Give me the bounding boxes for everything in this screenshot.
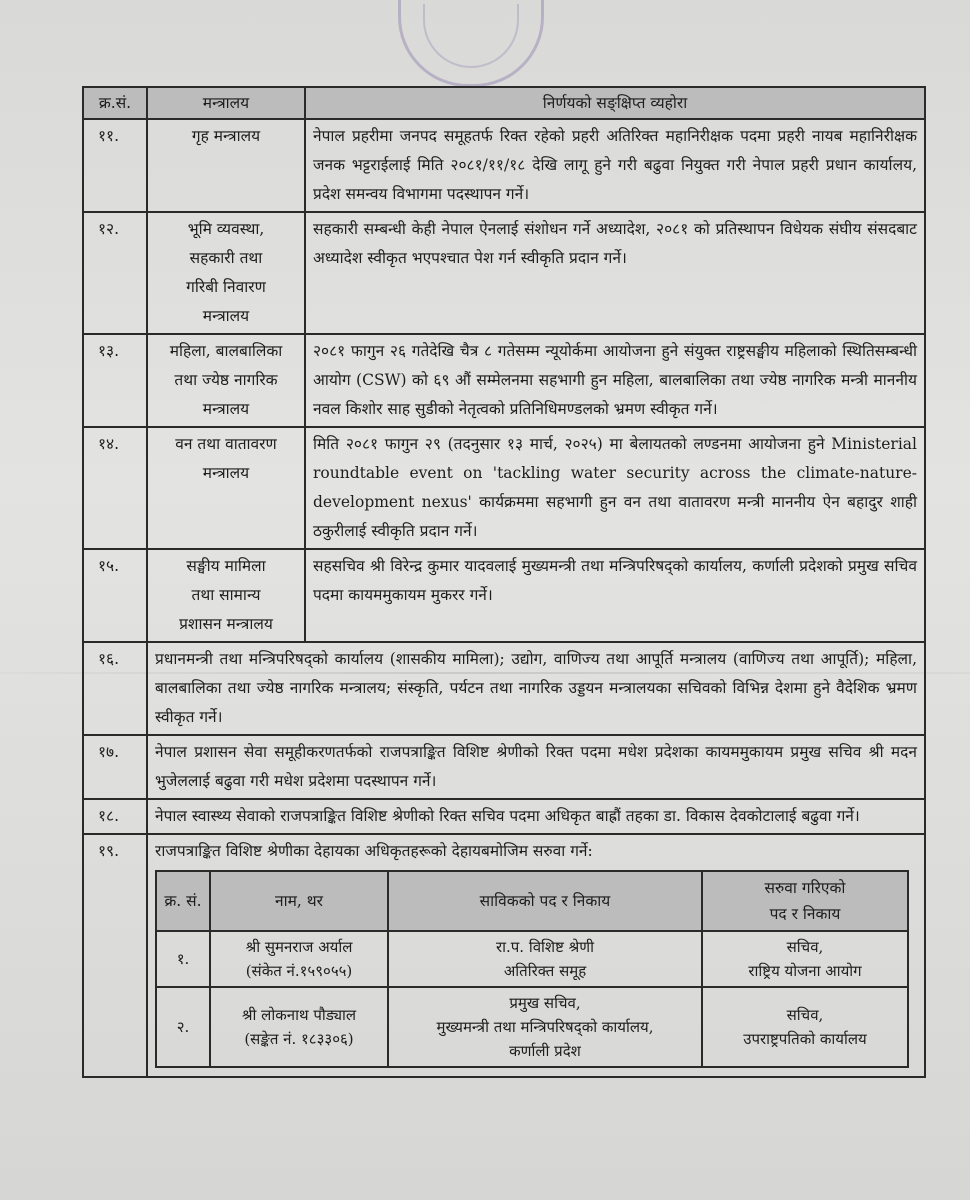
- header-decision: निर्णयको सङ्क्षिप्त व्यहोरा: [305, 87, 925, 119]
- table-row: [83, 334, 925, 427]
- transfer-row: [156, 987, 908, 1067]
- transfer-row: [156, 931, 908, 987]
- row-decision: नेपाल प्रशासन सेवा समूहीकरणतर्फको राजपत्राङ्कित विशिष्ट श्रेणीको रिक्त पदमा मधेश प्रदेशका कायममुकायम प्रमुख सचिव श्री मदन भुजेललाई बढुवा गरी मधेश प्रदेशमा पदस्थापन गर्ने।: [147, 735, 925, 799]
- row-decision: सहसचिव श्री विरेन्द्र कुमार यादवलाई मुख्यमन्त्री तथा मन्त्रिपरिषद्को कार्यालय, कर्णाली प्रदेशको प्रमुख सचिव पदमा कायममुकायम मुकरर गर्ने।: [305, 549, 925, 642]
- table-row: [83, 735, 925, 799]
- transfer-new: सचिव, उपराष्ट्रपतिको कार्यालय: [702, 987, 908, 1067]
- row-serial: १७.: [83, 735, 147, 799]
- office-stamp-seal: [398, 0, 544, 87]
- row-ministry: सङ्घीय मामिला तथा सामान्य प्रशासन मन्त्रालय: [147, 549, 305, 642]
- table-row: [83, 549, 925, 642]
- table-row: [83, 427, 925, 549]
- transfer-serial: २.: [156, 987, 210, 1067]
- row-serial: १२.: [83, 212, 147, 334]
- row-decision: मिति २०८१ फागुन २९ (तदनुसार १३ मार्च, २०२५) मा बेलायतको लण्डनमा आयोजना हुने Ministerial roundtable event on 'tackling water security across the climate-nature-development nexus' कार्यक्रममा सहभागी हुन वन तथा वातावरण मन्त्री माननीय ऐन बहादुर शाही ठकुरीलाई स्वीकृति प्रदान गर्ने।: [305, 427, 925, 549]
- transfer-name: श्री लोकनाथ पौड्याल (सङ्केत नं. १८३३०६): [210, 987, 388, 1067]
- decision-table-header: [83, 87, 925, 119]
- row-serial: १८.: [83, 799, 147, 834]
- decision-table: [82, 86, 926, 1078]
- transfer-previous: प्रमुख सचिव, मुख्यमन्त्री तथा मन्त्रिपरिषद्को कार्यालय, कर्णाली प्रदेश: [388, 987, 702, 1067]
- table-row: [83, 642, 925, 735]
- row-decision: [147, 834, 925, 1077]
- header-serial: क्र.सं.: [83, 87, 147, 119]
- transfer-new: सचिव, राष्ट्रिय योजना आयोग: [702, 931, 908, 987]
- header-ministry: मन्त्रालय: [147, 87, 305, 119]
- transfer-header-serial: क्र. सं.: [156, 871, 210, 931]
- row-serial: ११.: [83, 119, 147, 212]
- transfer-previous: रा.प. विशिष्ट श्रेणी अतिरिक्त समूह: [388, 931, 702, 987]
- transfer-header-new: सरुवा गरिएको पद र निकाय: [702, 871, 908, 931]
- row-serial: १३.: [83, 334, 147, 427]
- row-serial: १५.: [83, 549, 147, 642]
- row-serial: १४.: [83, 427, 147, 549]
- row-decision: २०८१ फागुन २६ गतेदेखि चैत्र ८ गतेसम्म न्यूयोर्कमा आयोजना हुने संयुक्त राष्ट्रसङ्घीय महिलाको स्थितिसम्बन्धी आयोग (CSW) को ६९ औं सम्मेलनमा सहभागी हुन महिला, बालबालिका तथा ज्येष्ठ नागरिक मन्त्री माननीय नवल किशोर साह सुडीको नेतृत्वको प्रतिनिधिमण्डलको भ्रमण स्वीकृत गर्ने।: [305, 334, 925, 427]
- table-row: [83, 119, 925, 212]
- transfer-table: [155, 870, 909, 1068]
- transfer-intro: राजपत्राङ्कित विशिष्ट श्रेणीका देहायका अधिकृतहरूको देहायबमोजिम सरुवा गर्ने:: [155, 842, 593, 860]
- transfer-serial: १.: [156, 931, 210, 987]
- row-ministry: वन तथा वातावरण मन्त्रालय: [147, 427, 305, 549]
- table-row: [83, 799, 925, 834]
- transfer-table-header: [156, 871, 908, 931]
- row-decision: प्रधानमन्त्री तथा मन्त्रिपरिषद्को कार्यालय (शासकीय मामिला); उद्योग, वाणिज्य तथा आपूर्ति मन्त्रालय (वाणिज्य तथा आपूर्ति); महिला, बालबालिका तथा ज्येष्ठ नागरिक मन्त्रालय; संस्कृति, पर्यटन तथा नागरिक उड्डयन मन्त्रालयका सचिवको विभिन्न देशमा हुने वैदेशिक भ्रमण स्वीकृत गर्ने।: [147, 642, 925, 735]
- row-ministry: गृह मन्त्रालय: [147, 119, 305, 212]
- row-serial: १९.: [83, 834, 147, 1077]
- table-row: [83, 212, 925, 334]
- transfer-name: श्री सुमनराज अर्याल (संकेत नं.१५९०५५): [210, 931, 388, 987]
- table-row: [83, 834, 925, 1077]
- row-ministry: भूमि व्यवस्था, सहकारी तथा गरिबी निवारण मन्त्रालय: [147, 212, 305, 334]
- row-serial: १६.: [83, 642, 147, 735]
- row-decision: नेपाल स्वास्थ्य सेवाको राजपत्राङ्कित विशिष्ट श्रेणीको रिक्त सचिव पदमा अधिकृत बाह्रौं तहका डा. विकास देवकोटालाई बढुवा गर्ने।: [147, 799, 925, 834]
- transfer-header-name: नाम, थर: [210, 871, 388, 931]
- row-ministry: महिला, बालबालिका तथा ज्येष्ठ नागरिक मन्त्रालय: [147, 334, 305, 427]
- row-decision: सहकारी सम्बन्धी केही नेपाल ऐनलाई संशोधन गर्ने अध्यादेश, २०८१ को प्रतिस्थापन विधेयक संघीय संसदबाट अध्यादेश स्वीकृत भएपश्चात पेश गर्न स्वीकृति प्रदान गर्ने।: [305, 212, 925, 334]
- row-decision: नेपाल प्रहरीमा जनपद समूहतर्फ रिक्त रहेको प्रहरी अतिरिक्त महानिरीक्षक पदमा प्रहरी नायब महानिरीक्षक जनक भट्टराईलाई मिति २०८१/११/१८ देखि लागू हुने गरी बढुवा नियुक्त गरी नेपाल प्रहरी प्रधान कार्यालय, प्रदेश समन्वय विभागमा पदस्थापन गर्ने।: [305, 119, 925, 212]
- transfer-header-previous: साविकको पद र निकाय: [388, 871, 702, 931]
